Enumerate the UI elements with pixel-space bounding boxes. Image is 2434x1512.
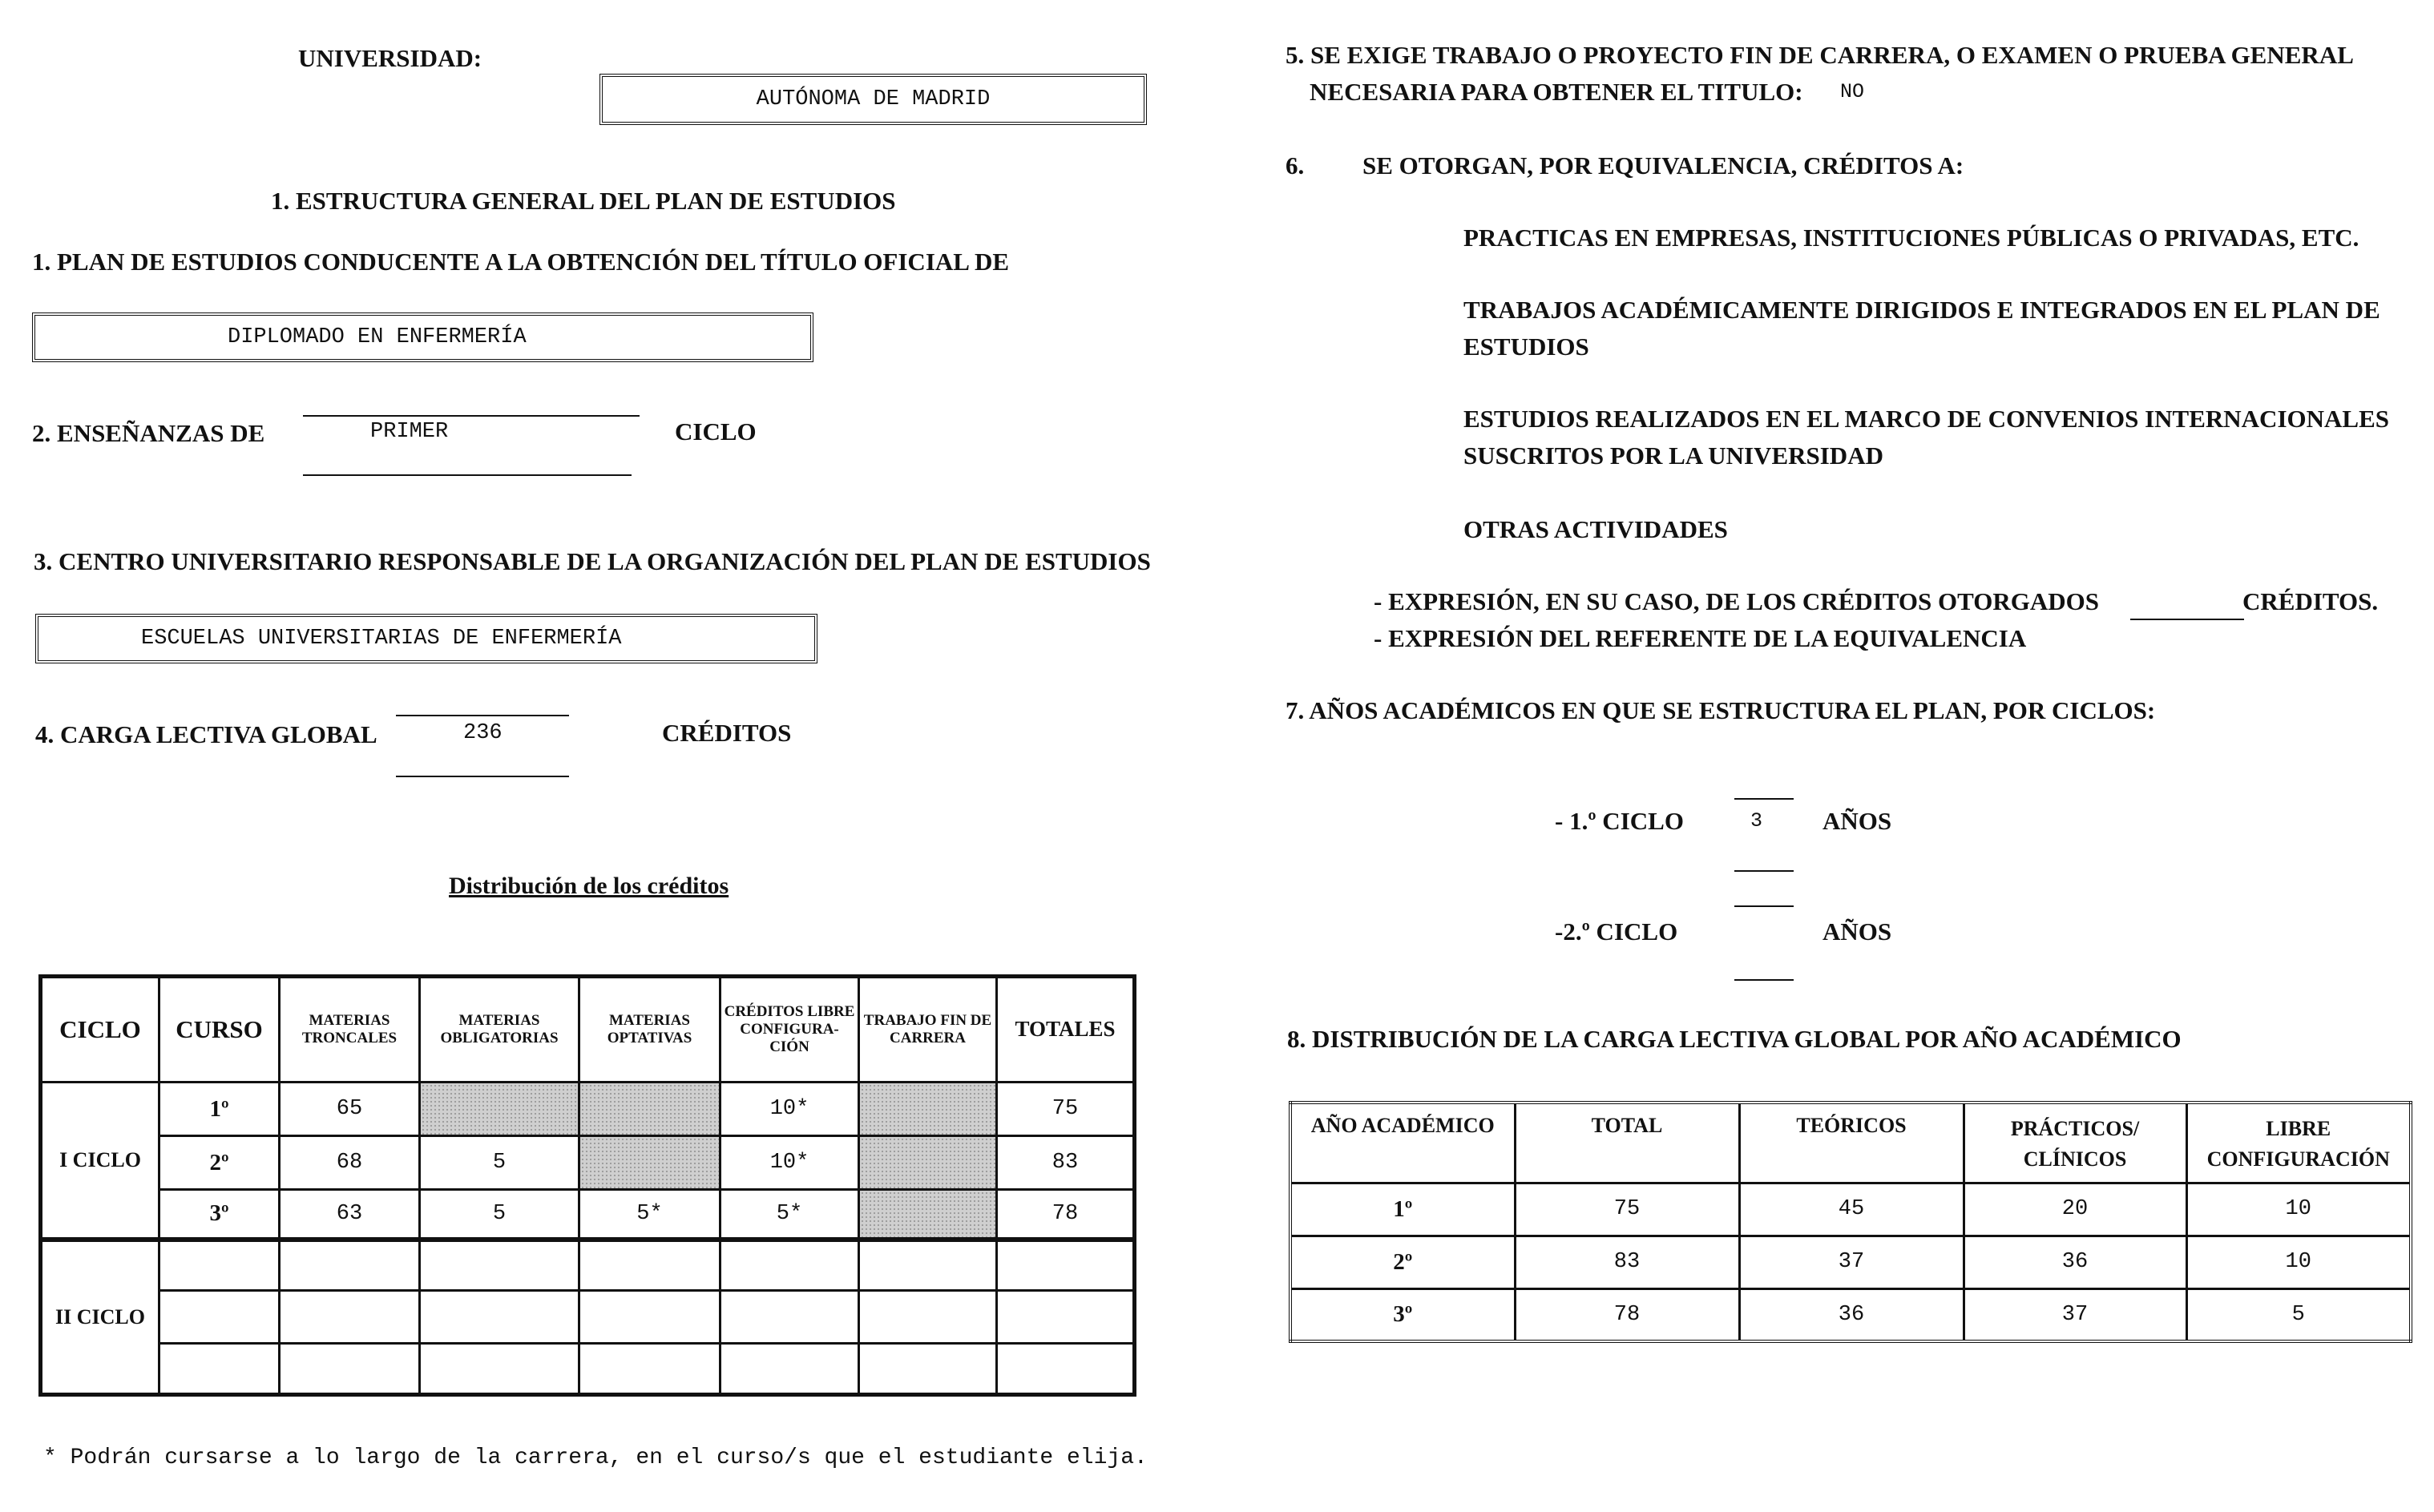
header-teoricos: TEÓRICOS [1739,1103,1964,1183]
ciclo-1-top-line [1734,798,1794,800]
cell-trabajo [859,1190,997,1240]
table-row [41,1344,1135,1395]
empty-cell [579,1344,721,1395]
cell-curso: 1º [159,1083,280,1136]
cell-practicos: 37 [1964,1288,2186,1341]
cell-total: 78 [1515,1288,1739,1341]
ciclo-2-years-unit: AÑOS [1822,917,1892,946]
empty-cell [859,1240,997,1291]
cell-libre: 5 [2186,1288,2411,1341]
ciclo-1-years-label: - 1.º CICLO [1555,807,1684,835]
university-label: UNIVERSIDAD: [298,44,482,72]
header-curso: CURSO [159,977,280,1083]
academic-load-table [1289,1101,2412,1343]
item-7-label: 7. AÑOS ACADÉMICOS EN QUE SE ESTRUCTURA EL PLAN, POR CICLOS: [1286,696,2156,724]
item-2-bottom-line [303,474,632,476]
cell-optativas [579,1083,721,1136]
ciclo-2-years-label: -2.º CICLO [1555,917,1678,946]
ciclo-2-bottom-line [1734,979,1794,981]
cell-optativas [579,1136,721,1190]
empty-cell [859,1344,997,1395]
distribution-title: Distribución de los créditos [449,873,729,899]
empty-cell [280,1291,420,1344]
cell-anio: 3º [1290,1288,1515,1341]
cell-teoricos: 37 [1739,1236,1964,1288]
table-row [41,1240,1135,1291]
cell-libre: 10 [2186,1236,2411,1288]
table-row [1290,1288,2411,1341]
item-4-value: 236 [463,721,503,745]
title-value: DIPLOMADO EN ENFERMERÍA [228,325,527,349]
cell-libre: 5* [721,1190,859,1240]
header-ciclo: CICLO [41,977,159,1083]
table-row [41,1190,1135,1240]
cell-troncales: 63 [280,1190,420,1240]
item-6-number: 6. [1286,151,1305,179]
empty-cell [420,1291,579,1344]
item-4-top-line [396,715,569,716]
option-convenios-line-2: SUSCRITOS POR LA UNIVERSIDAD [1463,442,1883,470]
ciclo-1-label: I CICLO [41,1083,159,1240]
cell-total: 83 [1515,1236,1739,1288]
header-anio: AÑO ACADÉMICO [1290,1103,1515,1183]
cell-trabajo [859,1083,997,1136]
header-obligatorias: MATERIAS OBLIGATORIAS [420,977,579,1083]
table-row [1290,1236,2411,1288]
cell-totales: 83 [997,1136,1135,1190]
empty-cell [997,1344,1135,1395]
cell-libre: 10* [721,1136,859,1190]
cell-totales: 78 [997,1190,1135,1240]
option-trabajos-line-2: ESTUDIOS [1463,333,1589,361]
table-row [41,1083,1135,1136]
load-header-row [1290,1103,2411,1183]
empty-cell [997,1240,1135,1291]
empty-cell [579,1240,721,1291]
option-convenios-line-1: ESTUDIOS REALIZADOS EN EL MARCO DE CONVENIOS INTERNACIONALES [1463,405,2389,433]
university-box [599,74,1147,125]
empty-cell [280,1344,420,1395]
center-value: ESCUELAS UNIVERSITARIAS DE ENFERMERÍA [141,627,622,651]
empty-cell [579,1291,721,1344]
university-value: AUTÓNOMA DE MADRID [756,87,991,111]
cell-obligatorias: 5 [420,1136,579,1190]
ciclo-2-label: II CICLO [41,1240,159,1395]
header-libre-config: LIBRE CONFIGURACIÓN [2186,1103,2411,1183]
cell-totales: 75 [997,1083,1135,1136]
item-5-line-2: NECESARIA PARA OBTENER EL TITULO: [1310,78,1803,106]
header-libre: CRÉDITOS LIBRE CONFIGURA- CIÓN [721,977,859,1083]
header-totales: TOTALES [997,977,1135,1083]
empty-cell [420,1240,579,1291]
cell-practicos: 36 [1964,1236,2186,1288]
empty-cell [159,1240,280,1291]
cell-obligatorias: 5 [420,1190,579,1240]
item-2-value: PRIMER [370,420,449,444]
item-4-label: 4. CARGA LECTIVA GLOBAL [35,720,377,748]
empty-cell [721,1291,859,1344]
option-trabajos-line-1: TRABAJOS ACADÉMICAMENTE DIRIGIDOS E INTEGRADOS EN EL PLAN DE [1463,296,2380,324]
empty-cell [159,1291,280,1344]
section-title: 1. ESTRUCTURA GENERAL DEL PLAN DE ESTUDIOS [271,187,896,215]
cell-optativas: 5* [579,1190,721,1240]
table-header-row [41,977,1135,1083]
item-6-label: SE OTORGAN, POR EQUIVALENCIA, CRÉDITOS A: [1362,151,1964,179]
ciclo-1-years-value: 3 [1750,809,1763,833]
cell-teoricos: 36 [1739,1288,1964,1341]
cell-anio: 1º [1290,1183,1515,1236]
empty-cell [997,1291,1135,1344]
table-row [1290,1183,2411,1236]
empty-cell [420,1344,579,1395]
header-trabajo: TRABAJO FIN DE CARRERA [859,977,997,1083]
cell-curso: 2º [159,1136,280,1190]
table-row [41,1291,1135,1344]
table-row [41,1136,1135,1190]
empty-cell [721,1344,859,1395]
empty-cell [721,1240,859,1291]
item-1-label: 1. PLAN DE ESTUDIOS CONDUCENTE A LA OBTENCIÓN DEL TÍTULO OFICIAL DE [32,248,1010,276]
cell-troncales: 68 [280,1136,420,1190]
item-5-line-1: 5. SE EXIGE TRABAJO O PROYECTO FIN DE CARRERA, O EXAMEN O PRUEBA GENERAL [1286,41,2354,69]
cell-total: 75 [1515,1183,1739,1236]
item-5-value: NO [1840,80,1865,103]
cell-troncales: 65 [280,1083,420,1136]
empty-cell [859,1291,997,1344]
item-3-label: 3. CENTRO UNIVERSITARIO RESPONSABLE DE LA ORGANIZACIÓN DEL PLAN DE ESTUDIOS [34,547,1151,575]
expression-credits-suffix: CRÉDITOS. [2242,587,2379,615]
empty-cell [280,1240,420,1291]
title-box [32,312,813,362]
expression-credits-blank [2130,619,2244,620]
cell-libre: 10* [721,1083,859,1136]
cell-teoricos: 45 [1739,1183,1964,1236]
center-box [35,614,817,663]
item-2-suffix: CICLO [675,417,757,446]
ciclo-1-bottom-line [1734,870,1794,872]
footnote: * Podrán cursarse a lo largo de la carrera, en el curso/s que el estudiante elija. [43,1445,1148,1470]
expression-credits-label: - EXPRESIÓN, EN SU CASO, DE LOS CRÉDITOS OTORGADOS [1374,587,2099,615]
header-troncales: MATERIAS TRONCALES [280,977,420,1083]
empty-cell [159,1344,280,1395]
item-4-suffix: CRÉDITOS [662,719,792,747]
ciclo-1-years-unit: AÑOS [1822,807,1892,835]
cell-libre: 10 [2186,1183,2411,1236]
item-2-label: 2. ENSEÑANZAS DE [32,419,265,447]
credits-distribution-table [38,974,1136,1397]
cell-obligatorias [420,1083,579,1136]
header-optativas: MATERIAS OPTATIVAS [579,977,721,1083]
option-otras: OTRAS ACTIVIDADES [1463,515,1728,543]
cell-trabajo [859,1136,997,1190]
expression-reference-label: - EXPRESIÓN DEL REFERENTE DE LA EQUIVALENCIA [1374,624,2027,652]
option-practicas: PRACTICAS EN EMPRESAS, INSTITUCIONES PÚBLICAS O PRIVADAS, ETC. [1463,224,2359,252]
cell-practicos: 20 [1964,1183,2186,1236]
item-8-label: 8. DISTRIBUCIÓN DE LA CARGA LECTIVA GLOBAL POR AÑO ACADÉMICO [1287,1025,2182,1053]
header-practicos: PRÁCTICOS/ CLÍNICOS [1964,1103,2186,1183]
item-2-top-line [303,415,640,417]
item-4-bottom-line [396,776,569,777]
header-total: TOTAL [1515,1103,1739,1183]
ciclo-2-top-line [1734,905,1794,907]
cell-curso: 3º [159,1190,280,1240]
cell-anio: 2º [1290,1236,1515,1288]
